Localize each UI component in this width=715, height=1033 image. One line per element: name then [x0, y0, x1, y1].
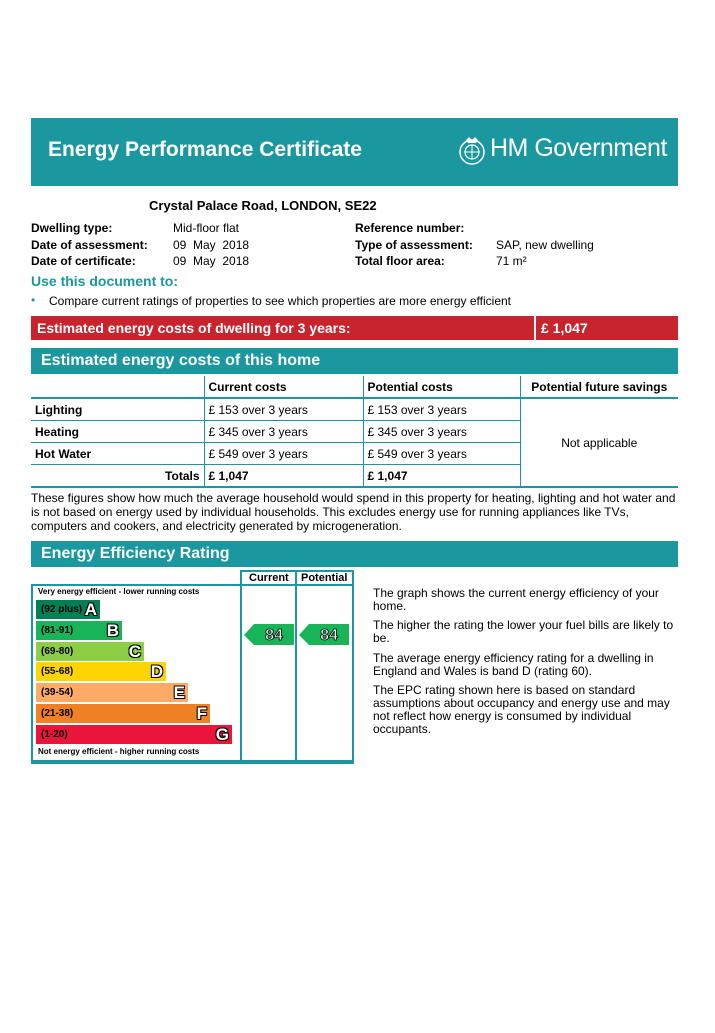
efficiency-rating-chart [31, 570, 355, 765]
floor-area-label: Total floor area: [355, 254, 445, 268]
band-range: (69-80) [41, 645, 74, 657]
rating-band-f [36, 704, 210, 723]
reference-label: Reference number: [355, 221, 465, 235]
total-potential: £ 1,047 [363, 465, 520, 488]
potential-header: Potential [301, 572, 348, 584]
band-letter: A [84, 600, 97, 619]
explanation-2: The higher the rating the lower your fuel bills are likely to be. [373, 618, 674, 645]
assessment-type-label: Type of assessment: [355, 238, 473, 252]
assessment-type-value: SAP, new dwelling [496, 238, 594, 252]
row-potential: £ 549 over 3 years [363, 443, 520, 465]
current-header: Current [249, 572, 289, 584]
total-current: £ 1,047 [204, 465, 363, 488]
row-potential: £ 153 over 3 years [363, 398, 520, 421]
row-name: Lighting [31, 398, 204, 421]
property-address: Crystal Palace Road, LONDON, SE22 [149, 198, 377, 213]
rating-band-e [36, 683, 188, 702]
costs-section-title: Estimated energy costs of this home [41, 352, 321, 369]
date-certificate-value: 09 May 2018 [173, 254, 250, 268]
bullet-icon: • [31, 293, 36, 307]
costs-section-heading [31, 348, 678, 374]
table-header-row [31, 376, 678, 398]
potential-rating-value: 84 [320, 627, 338, 644]
band-letter: D [150, 662, 163, 682]
rating-band-g [36, 725, 232, 744]
dwelling-type-label: Dwelling type: [31, 221, 113, 235]
row-current: £ 345 over 3 years [204, 421, 363, 443]
rating-band-c [36, 642, 144, 661]
explanation-4: The EPC rating shown here is based on standard assumptions about occupancy and energy use and may not reflect how energy is consumed by individual occupants. [373, 683, 670, 736]
use-document-heading: Use this document to: [31, 273, 179, 289]
bottom-divider [31, 760, 354, 762]
row-potential: £ 345 over 3 years [363, 421, 520, 443]
header-divider [240, 584, 354, 586]
rating-bands [36, 600, 241, 745]
row-name: Hot Water [31, 443, 204, 465]
use-document-item: Compare current ratings of properties to see which properties are more energy efficient [49, 294, 512, 308]
costs-note: These figures show how much the average household would spend in this property for heating, lighting and hot water and is not based on energy used by individual households. This excludes energy use for running appliances like TVs, computers and cookers, and electricity generated by microgeneration. [31, 491, 676, 533]
table-header-potential: Potential costs [363, 376, 520, 398]
date-assessment-value: 09 May 2018 [173, 238, 250, 252]
potential-column [295, 570, 354, 764]
top-efficiency-note: Very energy efficient - lower running costs [38, 587, 200, 596]
explanation-1: The graph shows the current energy efficiency of your home. [373, 586, 659, 613]
rating-band-d [36, 662, 166, 681]
current-rating-value: 84 [265, 627, 283, 644]
explanation-3: The average energy efficiency rating for a dwelling in England and Wales is band D (rating 60). [373, 651, 654, 678]
band-letter: B [106, 620, 119, 640]
band-range: (55-68) [41, 666, 74, 678]
floor-area-value: 71 m² [496, 254, 527, 268]
row-current: £ 153 over 3 years [204, 398, 363, 421]
savings-value: Not applicable [520, 398, 678, 487]
hm-government-logo-text: HM Government [490, 134, 667, 162]
estimated-3yr-cost-value: £ 1,047 [541, 320, 588, 336]
table-header-blank [31, 376, 204, 398]
divider [534, 316, 536, 340]
estimated-3yr-cost-bar [31, 316, 678, 340]
rating-section-title: Energy Efficiency Rating [41, 545, 230, 562]
row-current: £ 549 over 3 years [204, 443, 363, 465]
bottom-efficiency-note: Not energy efficient - higher running costs [38, 747, 200, 756]
band-letter: C [128, 641, 141, 661]
current-rating-arrow [244, 624, 296, 646]
rating-band-a [36, 600, 100, 619]
dwelling-type-value: Mid-floor flat [173, 221, 240, 235]
potential-rating-arrow [299, 624, 351, 646]
certificate-header [31, 118, 678, 186]
energy-costs-table [31, 376, 678, 488]
band-range: (92 plus) [41, 604, 83, 615]
band-letter: E [173, 683, 185, 703]
band-range: (39-54) [41, 687, 74, 699]
band-letter: G [215, 724, 229, 744]
table-row [31, 398, 678, 421]
band-range: (21-38) [41, 708, 74, 719]
totals-label: Totals [31, 465, 204, 488]
band-range: (1-20) [41, 728, 68, 740]
row-name: Heating [31, 421, 204, 443]
table-header-savings: Potential future savings [520, 376, 678, 398]
band-letter: F [196, 704, 207, 723]
estimated-3yr-cost-label: Estimated energy costs of dwelling for 3 years: [37, 320, 351, 336]
rating-band-b [36, 621, 122, 640]
rating-section-heading [31, 541, 678, 567]
page-title: Energy Performance Certificate [48, 138, 362, 161]
date-assessment-label: Date of assessment: [31, 238, 148, 252]
current-column [240, 570, 297, 764]
band-range: (81-91) [41, 624, 74, 636]
date-certificate-label: Date of certificate: [31, 254, 136, 268]
table-header-current: Current costs [204, 376, 363, 398]
royal-crest-icon [456, 135, 488, 167]
